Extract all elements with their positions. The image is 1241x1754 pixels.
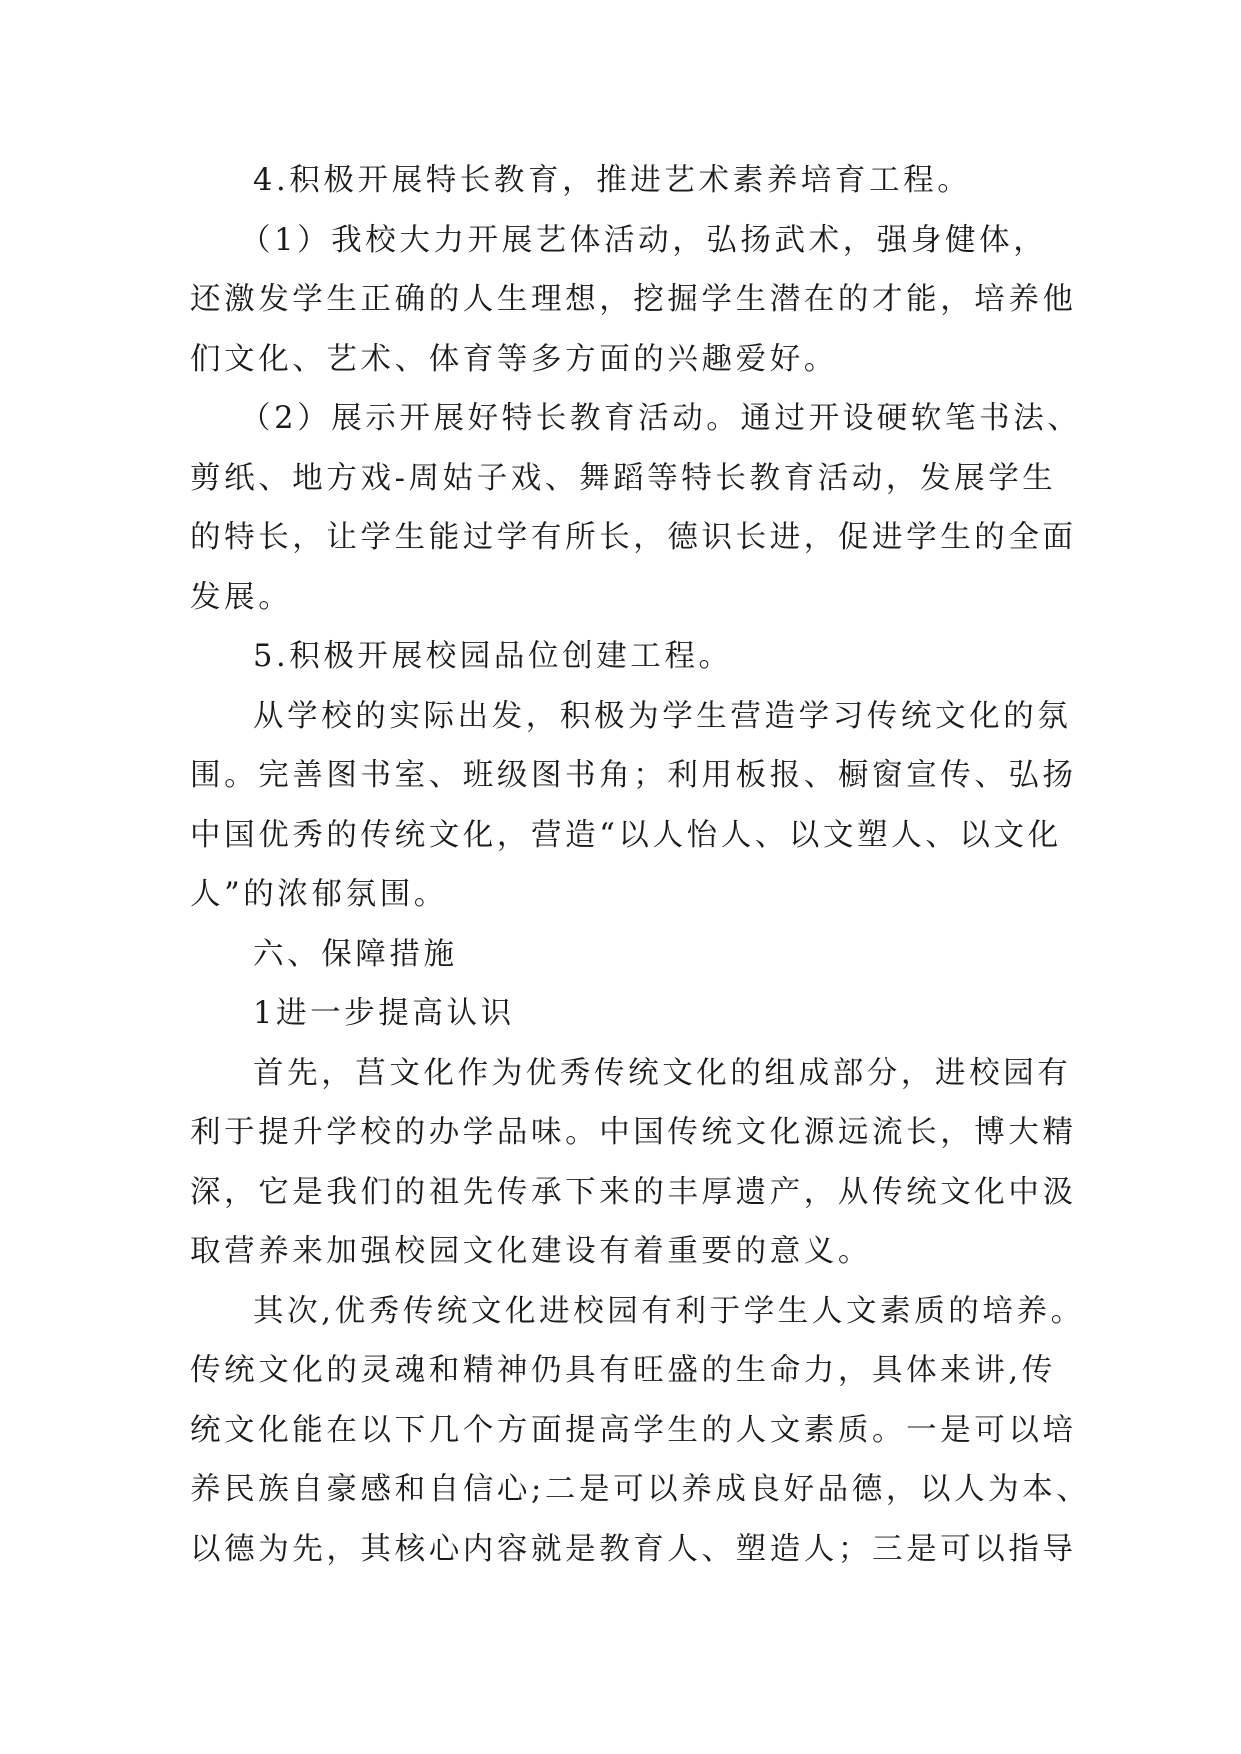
text-line: 养民族自豪感和自信心;二是可以养成良好品德，以人为本、 [190, 1472, 1091, 1507]
text-line: 的特长，让学生能过学有所长，德识长进，促进学生的全面 [190, 520, 1077, 555]
text-line: 利于提升学校的办学品味。中国传统文化源远流长，博大精 [190, 1115, 1077, 1150]
text-line: 首先，莒文化作为优秀传统文化的组成部分，进校园有 [253, 1055, 1072, 1091]
text-line: 剪纸、地方戏-周姑子戏、舞蹈等特长教育活动，发展学生 [190, 460, 1057, 496]
text-line: 传统文化的灵魂和精神仍具有旺盛的生命力，具体来讲,传 [190, 1353, 1056, 1388]
document-body [190, 151, 1091, 1579]
text-line: 还激发学生正确的人生理想，挖掘学生潜在的才能，培养他 [190, 282, 1077, 317]
text-line: 1进一步提高认识 [253, 996, 515, 1031]
text-line: 以德为先，其核心内容就是教育人、塑造人；三是可以指导 [190, 1531, 1077, 1567]
text-line: 取营养来加强校园文化建设有着重要的意义。 [190, 1234, 872, 1269]
text-line: 人”的浓郁氛围。 [190, 877, 448, 912]
text-line: 统文化能在以下几个方面提高学生的人文素质。一是可以培 [190, 1412, 1077, 1448]
text-line: 们文化、艺术、体育等多方面的兴趣爱好。 [190, 341, 838, 377]
text-line: 深，它是我们的祖先传承下来的丰厚遗产，从传统文化中汲 [190, 1174, 1077, 1210]
text-line: （1）我校大力开展艺体活动，弘扬武术，强身健体， [240, 222, 1048, 258]
text-line: 5.积极开展校园品位创建工程。 [253, 639, 733, 674]
text-line: 六、保障措施 [253, 936, 458, 972]
text-line: （2）展示开展好特长教育活动。通过开设硬软笔书法、 [240, 401, 1082, 436]
text-line: 发展。 [190, 579, 293, 615]
text-line: 从学校的实际出发，积极为学生营造学习传统文化的氛 [253, 698, 1072, 734]
text-line: 4.积极开展特长教育，推进艺术素养培育工程。 [253, 163, 972, 198]
text-line: 围。完善图书室、班级图书角；利用板报、橱窗宣传、弘扬 [190, 758, 1077, 793]
text-line: 其次,优秀传统文化进校园有利于学生人文素质的培养。 [253, 1293, 1085, 1329]
text-line: 中国优秀的传统文化，营造“以人怡人、以文塑人、以文化 [190, 817, 1062, 853]
